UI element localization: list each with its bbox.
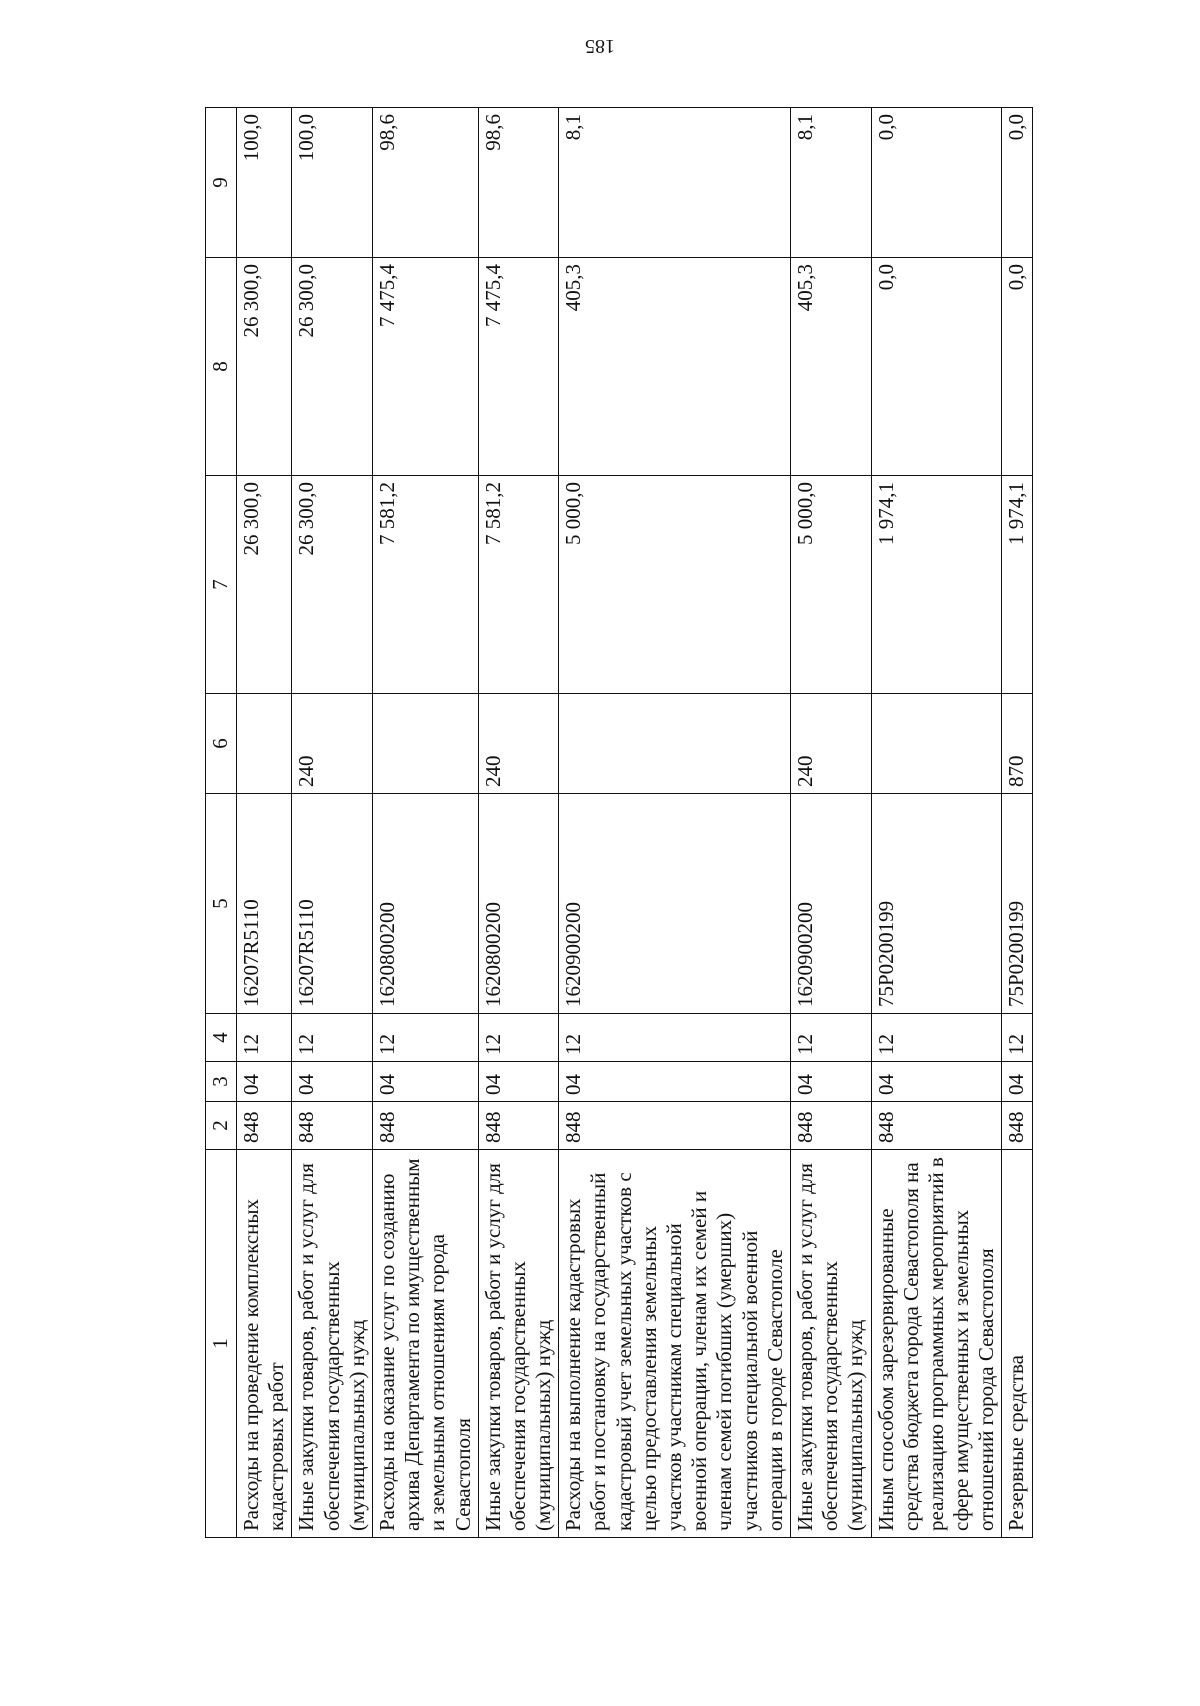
cell-c5: 1620900200 — [559, 794, 791, 1014]
table-row — [559, 108, 791, 1538]
header-col-7: 7 — [206, 476, 237, 694]
cell-c4: 12 — [1002, 1014, 1032, 1062]
cell-name: Расходы на выполнение кадастровых работ и постановку на государственный кадастровый учет земельных участков с целью предоставления земельных участков участникам специальной военной операции, членам их семей и членам семей погибших (умерших) участников специальной военной операции в городе Севастополе — [559, 1150, 791, 1538]
cell-c2: 848 — [478, 1102, 559, 1150]
cell-c9: 98,6 — [372, 108, 478, 258]
header-col-8: 8 — [206, 258, 237, 476]
cell-c8: 7 475,4 — [372, 258, 478, 476]
cell-c5: 16207R5110 — [292, 794, 373, 1014]
cell-name: Резервные средства — [1002, 1150, 1032, 1538]
rotated-table-frame — [205, 108, 1093, 1538]
cell-c2: 848 — [292, 1102, 373, 1150]
cell-c7: 1 974,1 — [1002, 476, 1032, 694]
cell-c3: 04 — [292, 1062, 373, 1102]
header-col-9: 9 — [206, 108, 237, 258]
cell-c7: 7 581,2 — [478, 476, 559, 694]
table-row — [237, 108, 292, 1538]
cell-c3: 04 — [1002, 1062, 1032, 1102]
cell-c9: 8,1 — [790, 108, 871, 258]
header-col-3: 3 — [206, 1062, 237, 1102]
budget-table — [205, 107, 1033, 1538]
cell-c5: 75P0200199 — [1002, 794, 1032, 1014]
cell-c6: 240 — [790, 694, 871, 794]
cell-c2: 848 — [871, 1102, 1002, 1150]
cell-c2: 848 — [372, 1102, 478, 1150]
cell-c4: 12 — [237, 1014, 292, 1062]
cell-name: Расходы на оказание услуг по созданию архива Департамента по имущественным и земельным отношениям города Севастополя — [372, 1150, 478, 1538]
header-col-6: 6 — [206, 694, 237, 794]
cell-c7: 5 000,0 — [559, 476, 791, 694]
header-row — [206, 108, 237, 1538]
cell-c5: 16207R5110 — [237, 794, 292, 1014]
cell-c7: 7 581,2 — [372, 476, 478, 694]
cell-c7: 26 300,0 — [292, 476, 373, 694]
cell-c9: 0,0 — [871, 108, 1002, 258]
table-row — [790, 108, 871, 1538]
cell-name: Иные закупки товаров, работ и услуг для обеспечения государственных (муниципальных) нужд — [790, 1150, 871, 1538]
cell-c4: 12 — [372, 1014, 478, 1062]
cell-name: Иные закупки товаров, работ и услуг для обеспечения государственных (муниципальных) нужд — [478, 1150, 559, 1538]
cell-c6 — [559, 694, 791, 794]
cell-c4: 12 — [559, 1014, 791, 1062]
page-number: 185 — [585, 35, 615, 57]
cell-c4: 12 — [871, 1014, 1002, 1062]
table-row — [292, 108, 373, 1538]
cell-c3: 04 — [790, 1062, 871, 1102]
cell-c8: 0,0 — [871, 258, 1002, 476]
cell-c5: 1620800200 — [372, 794, 478, 1014]
header-col-4: 4 — [206, 1014, 237, 1062]
cell-c3: 04 — [237, 1062, 292, 1102]
cell-c2: 848 — [1002, 1102, 1032, 1150]
cell-c8: 7 475,4 — [478, 258, 559, 476]
cell-c7: 1 974,1 — [871, 476, 1002, 694]
cell-c6 — [372, 694, 478, 794]
cell-c3: 04 — [559, 1062, 791, 1102]
cell-c4: 12 — [790, 1014, 871, 1062]
cell-c6 — [237, 694, 292, 794]
cell-name: Иные закупки товаров, работ и услуг для обеспечения государственных (муниципальных) нужд — [292, 1150, 373, 1538]
table-row — [478, 108, 559, 1538]
cell-c5: 1620800200 — [478, 794, 559, 1014]
cell-c3: 04 — [478, 1062, 559, 1102]
cell-c5: 75P0200199 — [871, 794, 1002, 1014]
cell-c2: 848 — [790, 1102, 871, 1150]
cell-c8: 26 300,0 — [292, 258, 373, 476]
cell-c3: 04 — [372, 1062, 478, 1102]
table-row — [372, 108, 478, 1538]
cell-c5: 1620900200 — [790, 794, 871, 1014]
cell-c8: 0,0 — [1002, 258, 1032, 476]
cell-c7: 5 000,0 — [790, 476, 871, 694]
cell-c7: 26 300,0 — [237, 476, 292, 694]
header-col-5: 5 — [206, 794, 237, 1014]
cell-c4: 12 — [478, 1014, 559, 1062]
cell-c2: 848 — [559, 1102, 791, 1150]
cell-c9: 98,6 — [478, 108, 559, 258]
table-row — [1002, 108, 1032, 1538]
cell-c8: 405,3 — [559, 258, 791, 476]
cell-c9: 100,0 — [237, 108, 292, 258]
cell-c8: 405,3 — [790, 258, 871, 476]
cell-c4: 12 — [292, 1014, 373, 1062]
cell-c6: 240 — [478, 694, 559, 794]
cell-c8: 26 300,0 — [237, 258, 292, 476]
cell-c6: 240 — [292, 694, 373, 794]
cell-c9: 100,0 — [292, 108, 373, 258]
cell-c6 — [871, 694, 1002, 794]
cell-c9: 0,0 — [1002, 108, 1032, 258]
table-container — [205, 108, 1093, 1538]
table-row — [871, 108, 1002, 1538]
cell-name: Расходы на проведение комплексных кадастровых работ — [237, 1150, 292, 1538]
cell-c3: 04 — [871, 1062, 1002, 1102]
cell-c2: 848 — [237, 1102, 292, 1150]
header-col-2: 2 — [206, 1102, 237, 1150]
cell-c6: 870 — [1002, 694, 1032, 794]
cell-name: Иным способом зарезервированные средства бюджета города Севастополя на реализацию программных мероприятий в сфере имущественных и земельных отношений города Севастополя — [871, 1150, 1002, 1538]
header-col-1: 1 — [206, 1150, 237, 1538]
cell-c9: 8,1 — [559, 108, 791, 258]
